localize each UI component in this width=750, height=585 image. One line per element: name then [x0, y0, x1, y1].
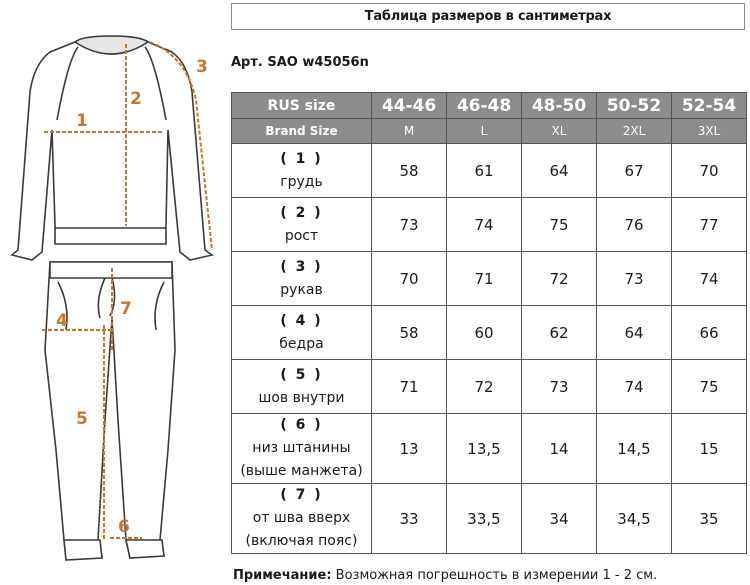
table-cell: 73 [597, 252, 672, 306]
brand-size: 3XL [672, 119, 747, 144]
measure-name-cell [232, 484, 372, 554]
table-cell: 33,5 [447, 484, 522, 554]
table-cell: 34,5 [597, 484, 672, 554]
footnote-label: Примечание: [233, 568, 332, 583]
table-cell: 14 [522, 414, 597, 484]
footnote [233, 568, 657, 583]
brand-size-label: Brand Size [232, 119, 372, 144]
measure-name: рукав [280, 281, 323, 298]
table-cell: 64 [597, 306, 672, 360]
table-cell: 62 [522, 306, 597, 360]
measure-name-note: (включая пояс) [245, 533, 358, 549]
measure-label-7: 7 [120, 299, 132, 319]
table-cell: 71 [447, 252, 522, 306]
table-cell: 77 [672, 198, 747, 252]
table-cell: 76 [597, 198, 672, 252]
table-row [232, 198, 747, 252]
table-row [232, 144, 747, 198]
article-number: Арт. SAO w45056n [231, 55, 369, 70]
table-cell: 67 [597, 144, 672, 198]
table-cell: 13,5 [447, 414, 522, 484]
measure-name-cell [232, 198, 372, 252]
table-cell: 73 [522, 360, 597, 414]
table-cell: 74 [447, 198, 522, 252]
table-cell: 14,5 [597, 414, 672, 484]
brand-size: XL [522, 119, 597, 144]
table-cell: 35 [672, 484, 747, 554]
table-cell: 66 [672, 306, 747, 360]
table-cell: 71 [372, 360, 447, 414]
measure-number: ( 6 ) [280, 417, 323, 433]
measure-name-cell [232, 360, 372, 414]
table-cell: 74 [672, 252, 747, 306]
measure-name: грудь [280, 173, 323, 190]
table-cell: 60 [447, 306, 522, 360]
measure-name: бедра [279, 335, 324, 352]
table-cell: 75 [522, 198, 597, 252]
table-row [232, 484, 747, 554]
rus-size: 50-52 [597, 93, 672, 119]
table-cell: 33 [372, 484, 447, 554]
brand-size: M [372, 119, 447, 144]
rus-size-row [232, 93, 747, 119]
rus-size: 52-54 [672, 93, 747, 119]
table-cell: 73 [372, 198, 447, 252]
measure-name: от шва вверх [252, 510, 351, 526]
measure-number: ( 5 ) [280, 366, 323, 383]
rus-size: 44-46 [372, 93, 447, 119]
measure-name-note: (выше манжета) [240, 463, 363, 479]
measure-number: ( 2 ) [280, 204, 323, 221]
table-row [232, 306, 747, 360]
table-row [232, 360, 747, 414]
table-cell: 61 [447, 144, 522, 198]
measure-name-cell [232, 306, 372, 360]
table-row [232, 252, 747, 306]
page-title: Таблица размеров в сантиметрах [231, 3, 745, 30]
table-cell: 58 [372, 306, 447, 360]
table-cell: 58 [372, 144, 447, 198]
table-cell: 74 [597, 360, 672, 414]
measure-label-1: 1 [76, 111, 88, 131]
table-row [232, 414, 747, 484]
table-cell: 70 [372, 252, 447, 306]
measure-label-4: 4 [56, 311, 68, 331]
table-cell: 64 [522, 144, 597, 198]
measure-number: ( 1 ) [280, 150, 323, 167]
footnote-text: Возможная погрешность в измерении 1 - 2 см. [331, 568, 658, 583]
table-cell: 13 [372, 414, 447, 484]
measure-name: низ штанины [252, 440, 351, 456]
rus-size-label: RUS size [232, 93, 372, 119]
garment-illustration [0, 0, 230, 585]
table-cell: 15 [672, 414, 747, 484]
brand-size-row [232, 119, 747, 144]
table-cell: 72 [522, 252, 597, 306]
measure-name-cell [232, 414, 372, 484]
brand-size: 2XL [597, 119, 672, 144]
measure-name-cell [232, 252, 372, 306]
rus-size: 46-48 [447, 93, 522, 119]
measure-name: шов внутри [258, 389, 345, 406]
measure-label-5: 5 [76, 409, 88, 429]
table-cell: 72 [447, 360, 522, 414]
measure-label-3: 3 [196, 57, 208, 77]
table-cell: 34 [522, 484, 597, 554]
brand-size: L [447, 119, 522, 144]
measure-label-6: 6 [118, 517, 130, 537]
measure-name: рост [284, 227, 319, 244]
measure-number: ( 3 ) [280, 258, 323, 275]
measure-number: ( 4 ) [280, 312, 323, 329]
table-cell: 70 [672, 144, 747, 198]
size-table [231, 92, 747, 554]
measure-number: ( 7 ) [280, 487, 323, 503]
measure-label-2: 2 [130, 89, 142, 109]
measure-name-cell [232, 144, 372, 198]
table-cell: 75 [672, 360, 747, 414]
rus-size: 48-50 [522, 93, 597, 119]
